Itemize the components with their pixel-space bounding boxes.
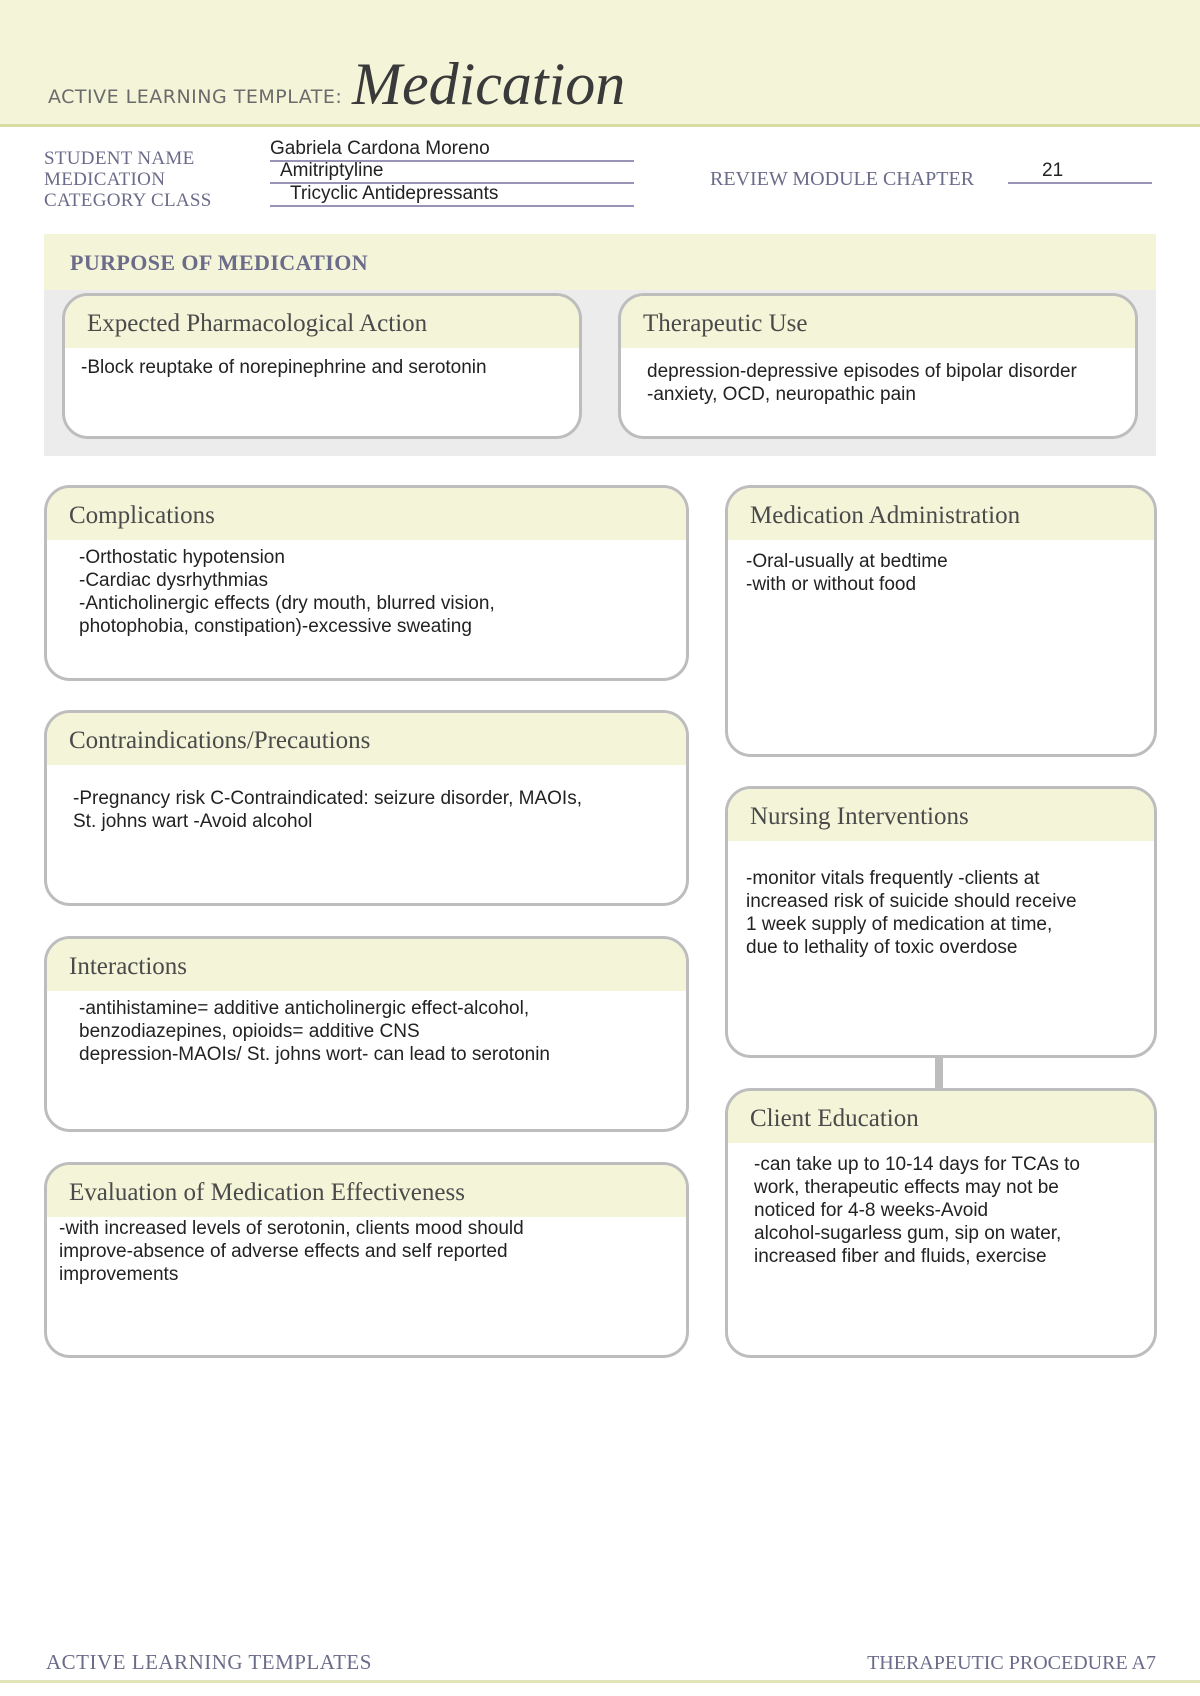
evaluation-text[interactable]: -with increased levels of serotonin, clients mood should improve-absence of adverse effects and self reported improvements — [59, 1218, 524, 1285]
medication-administration-text[interactable]: -Oral-usually at bedtime -with or without food — [746, 551, 948, 595]
medication-label: MEDICATION — [44, 169, 166, 190]
header-divider — [0, 124, 1200, 127]
footer-title: ACTIVE LEARNING TEMPLATES — [46, 1650, 372, 1674]
footer-divider — [0, 1680, 1200, 1683]
medication-administration-card — [725, 485, 1157, 757]
contraindications-card — [44, 710, 689, 906]
category-class-field[interactable]: Tricyclic Antidepressants — [270, 185, 634, 207]
footer-procedure: THERAPEUTIC PROCEDURE A7 — [867, 1652, 1156, 1674]
interactions-card — [44, 936, 689, 1132]
nursing-interventions-heading: Nursing Interventions — [728, 789, 1154, 841]
complications-heading: Complications — [47, 488, 686, 540]
interactions-text[interactable]: -antihistamine= additive anticholinergic effect-alcohol, benzodiazepines, opioids= additive CNS depression-MAOIs/ St. johns wort- can lead to serotonin — [79, 998, 551, 1065]
evaluation-card — [44, 1162, 689, 1358]
client-education-text[interactable]: -can take up to 10-14 days for TCAs to work, therapeutic effects may not be noticed for 4-8 weeks-Avoid alcohol-sugarless gum, sip on water, increased fiber and fluids, exercise — [754, 1154, 1080, 1267]
interactions-heading: Interactions — [47, 939, 686, 991]
template-label: ACTIVE LEARNING TEMPLATE: — [48, 86, 343, 108]
contraindications-text[interactable]: -Pregnancy risk C-Contraindicated: seizure disorder, MAOIs, St. johns wart -Avoid alcohol — [73, 788, 582, 832]
evaluation-heading: Evaluation of Medication Effectiveness — [47, 1165, 686, 1217]
review-module-chapter-label: REVIEW MODULE CHAPTER — [710, 168, 975, 190]
student-name-label: STUDENT NAME — [44, 148, 195, 169]
therapeutic-use-heading: Therapeutic Use — [621, 296, 1135, 348]
therapeutic-use-card — [618, 293, 1138, 439]
pharmacological-action-text[interactable]: -Block reuptake of norepinephrine and serotonin — [81, 357, 487, 378]
nursing-interventions-text[interactable]: -monitor vitals frequently -clients at increased risk of suicide should receive 1 week supply of medication at time, due to lethality of toxic overdose — [746, 868, 1077, 958]
student-name-field[interactable]: Gabriela Cardona Moreno — [270, 140, 634, 162]
purpose-title: PURPOSE OF MEDICATION — [70, 250, 369, 275]
nursing-interventions-card — [725, 786, 1157, 1058]
therapeutic-use-text[interactable]: depression-depressive episodes of bipolar disorder -anxiety, OCD, neuropathic pain — [647, 361, 1077, 405]
medication-field[interactable]: Amitriptyline — [270, 162, 634, 184]
section-connector — [935, 1056, 943, 1088]
client-education-heading: Client Education — [728, 1091, 1154, 1143]
pharmacological-action-heading: Expected Pharmacological Action — [65, 296, 579, 348]
complications-card — [44, 485, 689, 681]
pharmacological-action-card — [62, 293, 582, 439]
contraindications-heading: Contraindications/Precautions — [47, 713, 686, 765]
client-education-card — [725, 1088, 1157, 1358]
category-class-label: CATEGORY CLASS — [44, 190, 212, 211]
page-title: Medication — [352, 51, 626, 117]
review-module-chapter-field[interactable]: 21 — [1008, 160, 1152, 184]
medication-administration-heading: Medication Administration — [728, 488, 1154, 540]
complications-text[interactable]: -Orthostatic hypotension -Cardiac dysrhythmias -Anticholinergic effects (dry mouth, blurred vision, photophobia, constipation)-excessive sweating — [79, 547, 495, 637]
